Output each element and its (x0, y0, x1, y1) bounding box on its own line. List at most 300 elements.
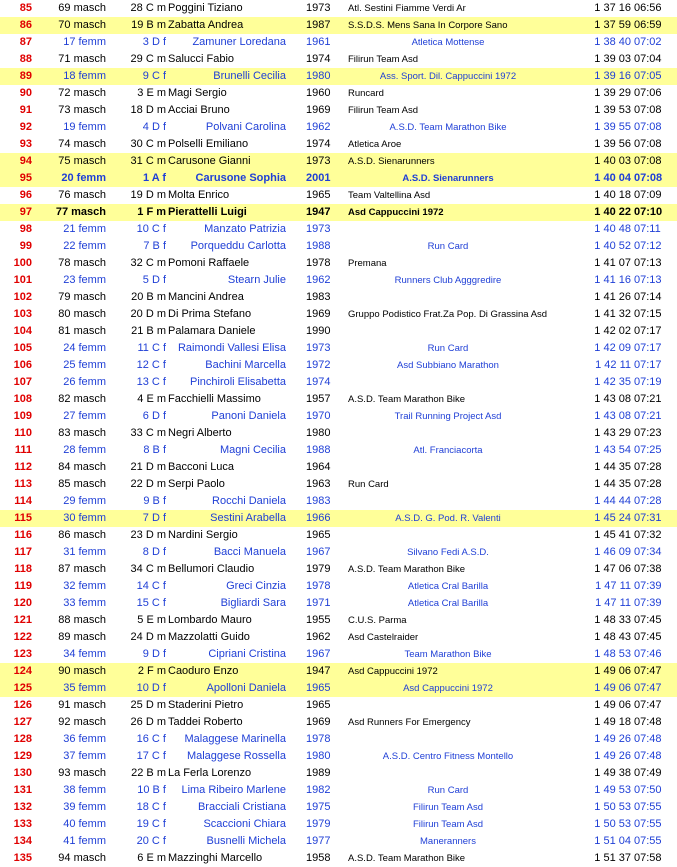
category-rank-cell: 74 masch (58, 138, 106, 150)
athlete-name-cell: Pinchiroli Elisabetta (190, 376, 286, 388)
position-cell: 127 (13, 716, 32, 728)
pace-cell: 07:45 (634, 631, 662, 643)
team-cell: A.S.D. Sienarunners (402, 173, 494, 184)
team-cell: Runcard (348, 88, 384, 99)
birth-year-cell: 1980 (306, 70, 331, 82)
category-rank-cell: 85 masch (58, 478, 106, 490)
finish-time-cell: 1 49 38 (594, 767, 631, 779)
class-cell: 6 D f (142, 410, 166, 422)
position-cell: 132 (13, 801, 32, 813)
finish-time-cell: 1 47 11 (595, 597, 631, 609)
team-cell: Atletica Mottense (411, 37, 485, 48)
birth-year-cell: 1973 (306, 342, 331, 354)
table-row (0, 238, 677, 255)
finish-time-cell: 1 48 33 (594, 614, 631, 626)
pace-cell: 07:48 (634, 733, 662, 745)
category-rank-cell: 77 masch (55, 206, 106, 218)
finish-time-cell: 1 43 29 (594, 427, 631, 439)
category-rank-cell: 29 femm (63, 495, 106, 507)
athlete-name-cell: Rocchi Daniela (212, 495, 286, 507)
category-rank-cell: 80 masch (58, 308, 106, 320)
position-cell: 87 (19, 36, 32, 48)
athlete-name-cell: Lima Ribeiro Marlene (181, 784, 286, 796)
position-cell: 88 (19, 53, 32, 65)
birth-year-cell: 1961 (306, 36, 331, 48)
birth-year-cell: 1965 (306, 699, 331, 711)
class-cell: 16 C f (136, 733, 166, 745)
pace-cell: 07:50 (634, 784, 662, 796)
class-cell: 19 B m (131, 19, 166, 31)
position-cell: 109 (13, 410, 32, 422)
table-row (0, 833, 677, 850)
position-cell: 113 (14, 478, 32, 490)
category-rank-cell: 36 femm (63, 733, 106, 745)
table-row (0, 459, 677, 476)
athlete-name-cell: Molta Enrico (168, 189, 230, 201)
table-row (0, 289, 677, 306)
birth-year-cell: 1969 (306, 308, 331, 320)
class-cell: 18 D m (130, 104, 166, 116)
finish-time-cell: 1 41 07 (594, 257, 631, 269)
table-row (0, 595, 677, 612)
finish-time-cell: 1 41 16 (594, 274, 631, 286)
finish-time-cell: 1 49 06 (594, 699, 631, 711)
table-row (0, 646, 677, 663)
category-rank-cell: 76 masch (58, 189, 106, 201)
pace-cell: 07:55 (634, 818, 662, 830)
birth-year-cell: 1974 (306, 138, 331, 150)
athlete-name-cell: Poggini Tiziano (168, 2, 243, 14)
athlete-name-cell: Palamara Daniele (168, 325, 256, 337)
team-cell: Run Card (427, 785, 469, 796)
finish-time-cell: 1 40 18 (594, 189, 631, 201)
position-cell: 134 (13, 835, 32, 847)
table-row (0, 799, 677, 816)
position-cell: 99 (19, 240, 32, 252)
class-cell: 13 C f (136, 376, 166, 388)
pace-cell: 07:08 (634, 138, 662, 150)
class-cell: 3 D f (142, 36, 166, 48)
category-rank-cell: 37 femm (63, 750, 106, 762)
team-cell: A.S.D. Team Marathon Bike (348, 564, 466, 575)
class-cell: 17 C f (136, 750, 166, 762)
finish-time-cell: 1 39 16 (594, 70, 631, 82)
pace-cell: 07:47 (634, 699, 662, 711)
class-cell: 10 D f (136, 682, 166, 694)
pace-cell: 07:02 (634, 36, 662, 48)
birth-year-cell: 1973 (306, 223, 331, 235)
position-cell: 102 (13, 291, 32, 303)
table-row (0, 102, 677, 119)
class-cell: 10 B f (137, 784, 166, 796)
class-cell: 10 C f (136, 223, 166, 235)
athlete-name-cell: Facchielli Massimo (168, 393, 261, 405)
finish-time-cell: 1 42 02 (594, 325, 631, 337)
class-cell: 28 C m (130, 2, 166, 14)
position-cell: 107 (13, 376, 32, 388)
category-rank-cell: 32 femm (63, 580, 106, 592)
class-cell: 20 D m (130, 308, 166, 320)
position-cell: 94 (19, 155, 32, 167)
table-row (0, 629, 677, 646)
class-cell: 3 E m (137, 87, 166, 99)
team-cell: C.U.S. Parma (348, 615, 407, 626)
pace-cell: 07:04 (634, 53, 662, 65)
category-rank-cell: 17 femm (63, 36, 106, 48)
category-rank-cell: 73 masch (58, 104, 106, 116)
category-rank-cell: 38 femm (63, 784, 106, 796)
pace-cell: 07:21 (634, 410, 662, 422)
finish-time-cell: 1 37 16 (594, 2, 631, 14)
pace-cell: 07:58 (634, 852, 662, 864)
position-cell: 128 (13, 733, 32, 745)
table-row (0, 765, 677, 782)
table-row (0, 544, 677, 561)
pace-cell: 07:08 (634, 155, 662, 167)
position-cell: 100 (13, 257, 32, 269)
finish-time-cell: 1 44 35 (594, 478, 631, 490)
birth-year-cell: 1983 (306, 291, 331, 303)
category-rank-cell: 28 femm (63, 444, 106, 456)
finish-time-cell: 1 40 03 (594, 155, 631, 167)
team-cell: Trail Running Project Asd (394, 411, 502, 422)
position-cell: 86 (19, 19, 32, 31)
category-rank-cell: 33 femm (63, 597, 106, 609)
pace-cell: 06:56 (634, 2, 662, 14)
table-row (0, 476, 677, 493)
finish-time-cell: 1 44 44 (594, 495, 631, 507)
class-cell: 19 C f (136, 818, 166, 830)
athlete-name-cell: Polselli Emiliano (168, 138, 249, 150)
birth-year-cell: 1960 (306, 87, 331, 99)
pace-cell: 07:05 (634, 70, 662, 82)
class-cell: 11 C f (137, 342, 166, 354)
category-rank-cell: 19 femm (63, 121, 106, 133)
athlete-name-cell: Zamuner Loredana (192, 36, 286, 48)
category-rank-cell: 23 femm (63, 274, 106, 286)
table-row (0, 34, 677, 51)
pace-cell: 06:59 (634, 19, 662, 31)
class-cell: 7 D f (142, 512, 166, 524)
position-cell: 98 (19, 223, 32, 235)
finish-time-cell: 1 49 06 (594, 682, 631, 694)
table-row (0, 714, 677, 731)
table-row (0, 816, 677, 833)
birth-year-cell: 1988 (306, 240, 331, 252)
table-row (0, 17, 677, 34)
table-row (0, 272, 677, 289)
pace-cell: 07:34 (634, 546, 662, 558)
birth-year-cell: 1987 (306, 19, 331, 31)
team-cell: Runners Club Agggredire (394, 275, 502, 286)
category-rank-cell: 79 masch (58, 291, 106, 303)
team-cell: Asd Cappuccini 1972 (348, 207, 444, 218)
category-rank-cell: 94 masch (58, 852, 106, 864)
table-row (0, 561, 677, 578)
athlete-name-cell: Acciai Bruno (168, 104, 230, 116)
finish-time-cell: 1 39 29 (594, 87, 631, 99)
position-cell: 117 (14, 546, 32, 558)
category-rank-cell: 70 masch (58, 19, 106, 31)
table-row (0, 0, 677, 17)
finish-time-cell: 1 43 08 (594, 410, 631, 422)
position-cell: 108 (13, 393, 32, 405)
category-rank-cell: 40 femm (63, 818, 106, 830)
pace-cell: 07:45 (634, 614, 662, 626)
class-cell: 21 D m (130, 461, 166, 473)
class-cell: 9 C f (142, 70, 166, 82)
birth-year-cell: 1947 (306, 206, 331, 218)
pace-cell: 07:47 (634, 682, 662, 694)
table-row (0, 306, 677, 323)
position-cell: 106 (13, 359, 32, 371)
position-cell: 123 (13, 648, 32, 660)
finish-time-cell: 1 40 04 (594, 172, 631, 184)
athlete-name-cell: Taddei Roberto (168, 716, 243, 728)
position-cell: 130 (13, 767, 32, 779)
class-cell: 4 E m (137, 393, 166, 405)
category-rank-cell: 31 femm (63, 546, 106, 558)
position-cell: 96 (19, 189, 32, 201)
position-cell: 126 (13, 699, 32, 711)
athlete-name-cell: Cipriani Cristina (208, 648, 286, 660)
category-rank-cell: 20 femm (61, 172, 106, 184)
class-cell: 1 A f (142, 172, 166, 184)
category-rank-cell: 87 masch (58, 563, 106, 575)
class-cell: 15 C f (136, 597, 166, 609)
birth-year-cell: 1967 (306, 546, 331, 558)
birth-year-cell: 1966 (306, 512, 331, 524)
class-cell: 24 D m (130, 631, 166, 643)
class-cell: 34 C m (130, 563, 166, 575)
table-row (0, 493, 677, 510)
class-cell: 12 C f (136, 359, 166, 371)
team-cell: Asd Castelraider (348, 632, 419, 643)
pace-cell: 07:09 (634, 189, 662, 201)
athlete-name-cell: Porqueddu Carlotta (190, 240, 286, 252)
athlete-name-cell: Carusone Gianni (168, 155, 251, 167)
category-rank-cell: 24 femm (63, 342, 106, 354)
class-cell: 29 C m (130, 53, 166, 65)
position-cell: 131 (13, 784, 32, 796)
birth-year-cell: 1958 (306, 852, 331, 864)
athlete-name-cell: Bachini Marcella (205, 359, 286, 371)
table-row (0, 731, 677, 748)
table-row (0, 850, 677, 867)
athlete-name-cell: Mancini Andrea (168, 291, 244, 303)
position-cell: 129 (13, 750, 32, 762)
birth-year-cell: 1988 (306, 444, 331, 456)
position-cell: 93 (19, 138, 32, 150)
category-rank-cell: 26 femm (63, 376, 106, 388)
pace-cell: 07:25 (634, 444, 662, 456)
class-cell: 8 B f (143, 444, 166, 456)
birth-year-cell: 1972 (306, 359, 331, 371)
team-cell: Filirun Team Asd (348, 105, 419, 116)
position-cell: 112 (14, 461, 32, 473)
finish-time-cell: 1 39 56 (594, 138, 631, 150)
pace-cell: 07:28 (634, 495, 662, 507)
finish-time-cell: 1 40 52 (594, 240, 631, 252)
athlete-name-cell: Negri Alberto (168, 427, 232, 439)
finish-time-cell: 1 47 11 (595, 580, 631, 592)
birth-year-cell: 1977 (306, 835, 331, 847)
category-rank-cell: 41 femm (63, 835, 106, 847)
athlete-name-cell: La Ferla Lorenzo (168, 767, 252, 779)
birth-year-cell: 1989 (306, 767, 331, 779)
table-row (0, 680, 677, 697)
position-cell: 122 (13, 631, 32, 643)
pace-cell: 07:49 (634, 767, 662, 779)
team-cell: Ass. Sport. Dil. Cappuccini 1972 (379, 71, 517, 82)
position-cell: 114 (14, 495, 32, 507)
team-cell: Team Marathon Bike (404, 649, 492, 660)
finish-time-cell: 1 44 35 (594, 461, 631, 473)
pace-cell: 07:13 (634, 257, 662, 269)
finish-time-cell: 1 39 03 (594, 53, 631, 65)
pace-cell: 07:08 (634, 121, 662, 133)
finish-time-cell: 1 37 59 (594, 19, 631, 31)
birth-year-cell: 1971 (306, 597, 331, 609)
team-cell: Atl. Sestini Fiamme Verdi Ar (348, 3, 466, 14)
pace-cell: 07:23 (634, 427, 662, 439)
position-cell: 91 (19, 104, 32, 116)
finish-time-cell: 1 49 53 (594, 784, 631, 796)
table-row (0, 153, 677, 170)
position-cell: 110 (14, 427, 32, 439)
athlete-name-cell: Salucci Fabio (168, 53, 235, 65)
birth-year-cell: 1974 (306, 53, 331, 65)
category-rank-cell: 82 masch (58, 393, 106, 405)
team-cell: Filirun Team Asd (412, 802, 484, 813)
table-row (0, 527, 677, 544)
birth-year-cell: 1962 (306, 631, 331, 643)
table-row (0, 357, 677, 374)
birth-year-cell: 1955 (306, 614, 331, 626)
pace-cell: 07:14 (634, 291, 662, 303)
team-cell: Atletica Cral Barilla (407, 598, 489, 609)
category-rank-cell: 18 femm (63, 70, 106, 82)
position-cell: 115 (14, 512, 32, 524)
team-cell: Atl. Franciacorta (413, 445, 483, 456)
athlete-name-cell: Apolloni Daniela (206, 682, 286, 694)
category-rank-cell: 72 masch (58, 87, 106, 99)
birth-year-cell: 1965 (306, 529, 331, 541)
position-cell: 97 (19, 206, 32, 218)
finish-time-cell: 1 45 41 (594, 529, 631, 541)
birth-year-cell: 1979 (306, 818, 331, 830)
class-cell: 26 D m (130, 716, 166, 728)
pace-cell: 07:21 (634, 393, 662, 405)
birth-year-cell: 1978 (306, 733, 331, 745)
class-cell: 8 D f (142, 546, 166, 558)
birth-year-cell: 1979 (306, 563, 331, 575)
finish-time-cell: 1 51 37 (594, 852, 631, 864)
position-cell: 121 (13, 614, 32, 626)
athlete-name-cell: Lombardo Mauro (168, 614, 252, 626)
athlete-name-cell: Malaggese Marinella (184, 733, 286, 745)
pace-cell: 07:06 (634, 87, 662, 99)
birth-year-cell: 1962 (306, 274, 331, 286)
team-cell: S.S.D.S. Mens Sana In Corpore Sano (348, 20, 508, 31)
athlete-name-cell: Brunelli Cecilia (213, 70, 286, 82)
team-cell: Team Valtellina Asd (348, 190, 431, 201)
athlete-name-cell: Staderini Pietro (168, 699, 244, 711)
category-rank-cell: 92 masch (58, 716, 106, 728)
athlete-name-cell: Polvani Carolina (205, 121, 286, 133)
finish-time-cell: 1 40 48 (594, 223, 631, 235)
athlete-name-cell: Bigliardi Sara (220, 597, 286, 609)
class-cell: 6 E m (137, 852, 166, 864)
position-cell: 111 (14, 444, 32, 456)
athlete-name-cell: Busnelli Michela (206, 835, 286, 847)
birth-year-cell: 1983 (306, 495, 331, 507)
category-rank-cell: 69 masch (58, 2, 106, 14)
category-rank-cell: 83 masch (58, 427, 106, 439)
category-rank-cell: 86 masch (58, 529, 106, 541)
athlete-name-cell: Bellumori Claudio (168, 563, 255, 575)
class-cell: 9 D f (142, 648, 166, 660)
class-cell: 7 B f (143, 240, 166, 252)
team-cell: Atletica Aroe (348, 139, 402, 150)
athlete-name-cell: Sestini Arabella (210, 512, 286, 524)
table-row (0, 374, 677, 391)
team-cell: A.S.D. Team Marathon Bike (389, 122, 507, 133)
position-cell: 92 (19, 121, 32, 133)
pace-cell: 07:39 (634, 580, 662, 592)
finish-time-cell: 1 42 09 (594, 342, 631, 354)
pace-cell: 07:10 (634, 206, 663, 218)
table-row (0, 697, 677, 714)
table-row (0, 612, 677, 629)
athlete-name-cell: Zabatta Andrea (168, 19, 244, 31)
pace-cell: 07:32 (634, 529, 662, 541)
finish-time-cell: 1 40 22 (594, 206, 631, 218)
table-row (0, 663, 677, 680)
team-cell: A.S.D. G. Pod. R. Valenti (395, 513, 501, 524)
birth-year-cell: 1967 (306, 648, 331, 660)
class-cell: 21 B m (131, 325, 166, 337)
finish-time-cell: 1 43 54 (594, 444, 631, 456)
birth-year-cell: 1973 (306, 155, 331, 167)
category-rank-cell: 30 femm (63, 512, 106, 524)
table-row (0, 204, 677, 221)
birth-year-cell: 1962 (306, 121, 331, 133)
pace-cell: 07:55 (634, 801, 662, 813)
birth-year-cell: 1965 (306, 189, 331, 201)
finish-time-cell: 1 51 04 (594, 835, 631, 847)
team-cell: Run Card (427, 241, 469, 252)
finish-time-cell: 1 50 53 (594, 801, 631, 813)
pace-cell: 07:48 (634, 716, 662, 728)
athlete-name-cell: Panoni Daniela (211, 410, 286, 422)
finish-time-cell: 1 39 53 (594, 104, 631, 116)
pace-cell: 07:47 (634, 665, 662, 677)
athlete-name-cell: Carusone Sophia (195, 172, 286, 184)
finish-time-cell: 1 49 06 (594, 665, 631, 677)
class-cell: 4 D f (142, 121, 166, 133)
class-cell: 33 C m (130, 427, 166, 439)
position-cell: 89 (19, 70, 32, 82)
finish-time-cell: 1 49 26 (594, 733, 631, 745)
athlete-name-cell: Mazzolatti Guido (168, 631, 250, 643)
table-row (0, 391, 677, 408)
birth-year-cell: 2001 (306, 172, 331, 184)
table-row (0, 119, 677, 136)
finish-time-cell: 1 49 26 (594, 750, 631, 762)
pace-cell: 07:17 (634, 342, 662, 354)
finish-time-cell: 1 39 55 (594, 121, 631, 133)
